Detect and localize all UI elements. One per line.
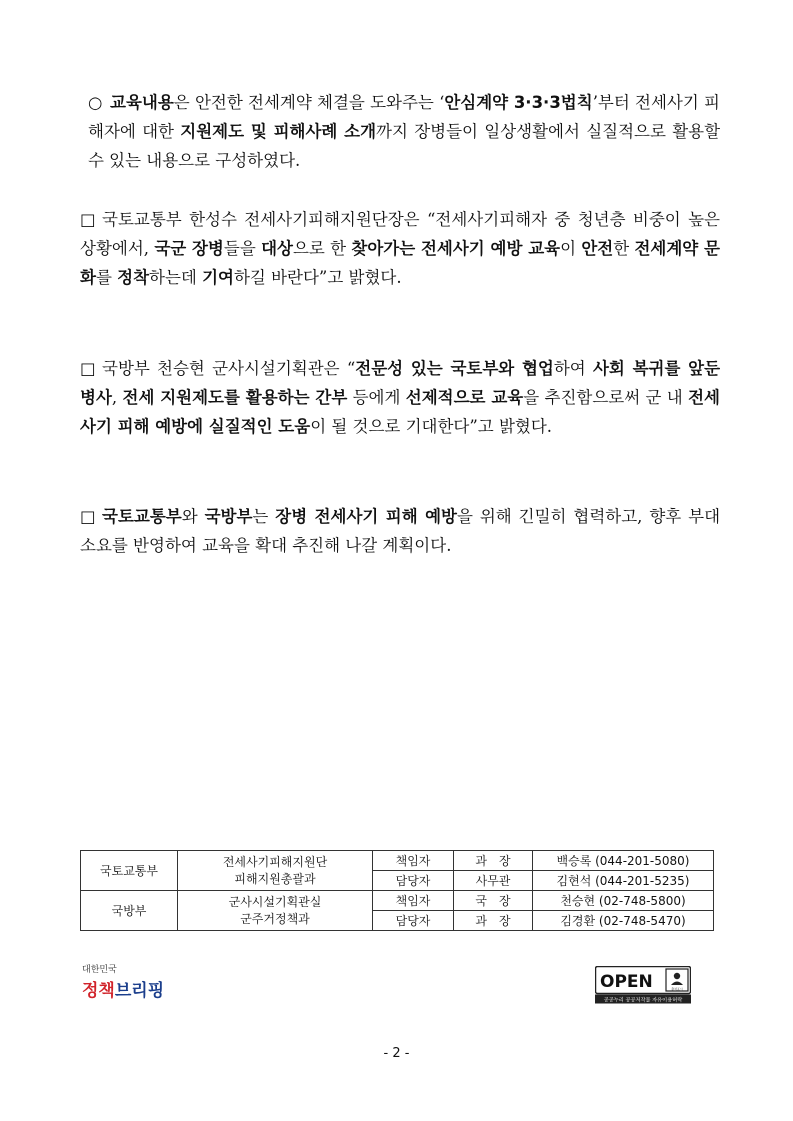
- square-bullet-icon: □: [80, 210, 96, 229]
- role-cell: 담당자: [373, 911, 454, 931]
- table-row: [81, 851, 714, 871]
- badge-type: 출처표시: [671, 987, 683, 991]
- paragraph-text: □ 국토교통부와 국방부는 장병 전세사기 피해 예방을 위해 긴밀히 협력하고, 향후 부대 소요를 반영하여 교육을 확대 추진해 나갈 계획이다.: [80, 502, 720, 560]
- paragraph-cooperation-plan: [80, 502, 720, 560]
- circle-bullet-icon: ○: [88, 93, 103, 112]
- department-cell: 전세사기피해지원단 피해지원총괄과: [178, 851, 373, 891]
- role-cell: 책임자: [373, 851, 454, 871]
- square-bullet-icon: □: [80, 507, 96, 526]
- person-head-icon: [674, 973, 680, 979]
- badge-label: OPEN: [600, 972, 653, 992]
- ministry-cell: 국토교통부: [81, 851, 178, 891]
- department-cell: 군사시설기획관실 군주거정책과: [178, 891, 373, 931]
- paragraph-molit-quote: [80, 205, 720, 292]
- title-cell: 과 장: [454, 851, 533, 871]
- table-row: [81, 891, 714, 911]
- paragraph-text: ○ 교육내용은 안전한 전세계약 체결을 도와주는 ‘안심계약 3·3·3법칙’부터 전세사기 피해자에 대한 지원제도 및 피해사례 소개까지 장병들이 일상생활에서 실질적으로 활용할 수 있는 내용으로 구성하였다.: [88, 88, 720, 175]
- paragraph-education-content: [88, 88, 720, 175]
- logo-subtitle: 대한민국: [82, 965, 117, 975]
- person-cell: 김현석 (044-201-5235): [533, 871, 714, 891]
- kogl-open-badge: [595, 966, 691, 1004]
- paragraph-mnd-quote: [80, 354, 720, 441]
- title-cell: 사무관: [454, 871, 533, 891]
- person-cell: 천승현 (02-748-5800): [533, 891, 714, 911]
- paragraph-text: □ 국방부 천승현 군사시설기획관은 “전문성 있는 국토부와 협업하여 사회 복귀를 앞둔 병사, 전세 지원제도를 활용하는 간부 등에게 선제적으로 교육을 추진함으로써 군 내 전세사기 피해 예방에 실질적인 도움이 될 것으로 기대한다”고 밝혔다.: [80, 354, 720, 441]
- policy-briefing-logo: [82, 962, 192, 1004]
- role-cell: 책임자: [373, 891, 454, 911]
- contact-table: [80, 850, 714, 931]
- page-number: - 2 -: [383, 1046, 410, 1061]
- badge-subtitle: 공공누리 공공저작물 자유이용허락: [603, 997, 683, 1004]
- title-cell: 국 장: [454, 891, 533, 911]
- logo-title: 정책브리핑: [82, 981, 165, 1001]
- ministry-cell: 국방부: [81, 891, 178, 931]
- paragraph-text: □ 국토교통부 한성수 전세사기피해지원단장은 “전세사기피해자 중 청년층 비중이 높은 상황에서, 국군 장병들을 대상으로 한 찾아가는 전세사기 예방 교육이 안전한 전세계약 문화를 정착하는데 기여하길 바란다”고 밝혔다.: [80, 205, 720, 292]
- role-cell: 담당자: [373, 871, 454, 891]
- square-bullet-icon: □: [80, 359, 96, 378]
- title-cell: 과 장: [454, 911, 533, 931]
- person-cell: 김경환 (02-748-5470): [533, 911, 714, 931]
- person-cell: 백승록 (044-201-5080): [533, 851, 714, 871]
